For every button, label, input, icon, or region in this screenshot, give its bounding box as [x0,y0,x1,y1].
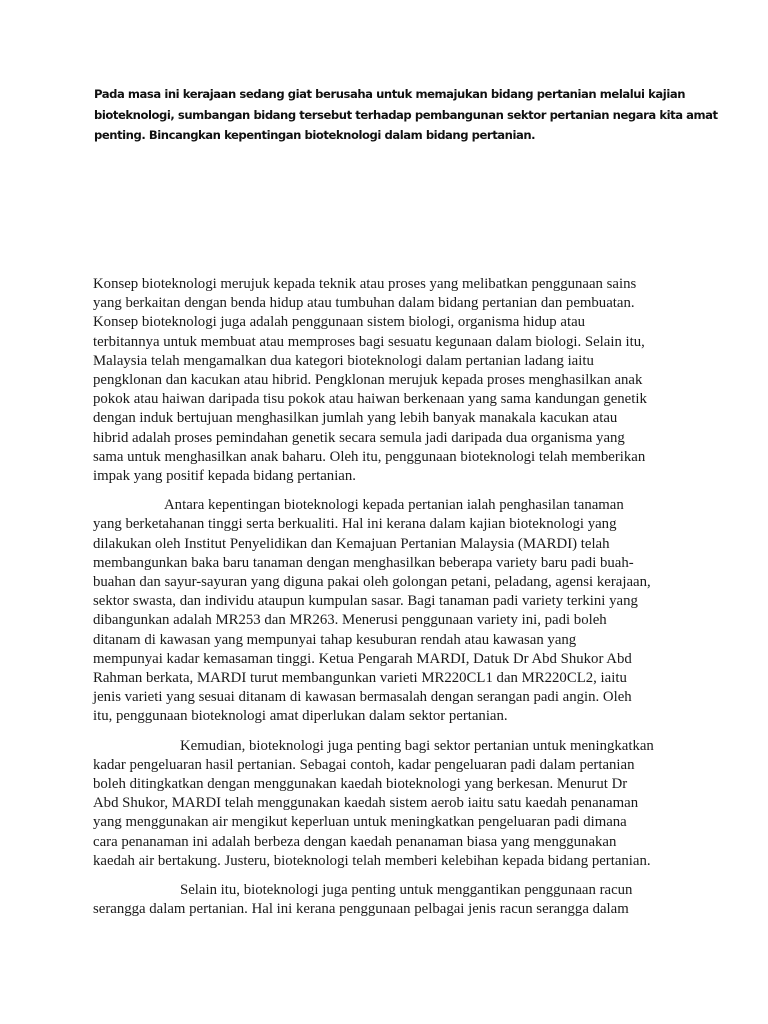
paragraph-3 [93,737,693,871]
text-line: Kemudian, bioteknologi juga penting bagi sektor pertanian untuk meningkatkan [180,737,654,754]
text-line: yang berkaitan dengan benda hidup atau tumbuhan dalam bidang pertanian dan pembuatan. [93,295,635,312]
text-line: jenis varieti yang sesuai ditanam di kawasan bermasalah dengan serangan padi angin. Oleh [93,689,632,706]
text-line: ditanam di kawasan yang mempunyai tahap kesuburan rendah atau kawasan yang [93,631,577,648]
text-line: Rahman berkata, MARDI turut membangunkan varieti MR220CL1 dan MR220CL2, iaitu [93,670,627,687]
text-line: Selain itu, bioteknologi juga penting untuk menggantikan penggunaan racun [180,882,633,899]
text-line: boleh ditingkatkan dengan menggunakan kaedah bioteknologi yang berkesan. Menurut Dr [93,776,628,793]
text-line: serangga dalam pertanian. Hal ini kerana penggunaan pelbagai jenis racun serangga dalam [93,901,629,918]
text-line: Malaysia telah mengamalkan dua kategori bioteknologi dalam pertanian ladang iaitu [93,352,594,369]
question-line: bioteknologi, sumbangan bidang tersebut terhadap pembangunan sektor pertanian negara kita amat [94,107,718,122]
text-line: hibrid adalah proses pemindahan genetik secara semula jadi daripada dua organisma yang [93,429,625,446]
text-line: yang menggunakan air mengikut keperluan untuk meningkatkan pengeluaran padi dimana [93,814,627,831]
text-line: kaedah air bertakung. Justeru, bioteknologi telah memberi kelebihan kepada bidang pertanian. [93,852,651,869]
text-line: dibangunkan adalah MR253 dan MR263. Menerusi penggunaan variety ini, padi boleh [93,612,607,629]
text-line: impak yang positif kepada bidang pertanian. [93,468,356,485]
text-line: itu, penggunaan bioteknologi amat diperlukan dalam sektor pertanian. [93,708,508,725]
text-line: Abd Shukor, MARDI telah menggunakan kaedah sistem aerob iaitu satu kaedah penanaman [93,795,639,812]
text-line: pengklonan dan kacukan atau hibrid. Pengklonan merujuk kepada proses menghasilkan anak [93,372,643,389]
text-line: sektor swasta, dan individu ataupun kumpulan sasar. Bagi tanaman padi variety terkini yang [93,593,638,610]
text-line: sama untuk menghasilkan anak baharu. Oleh itu, penggunaan bioteknologi telah memberikan [93,448,646,465]
text-line: dengan induk bertujuan menghasilkan jumlah yang lebih banyak manakala kacukan atau [93,410,618,427]
text-line: Antara kepentingan bioteknologi kepada pertanian ialah penghasilan tanaman [164,497,624,514]
essay-body [93,275,693,930]
question-line: penting. Bincangkan kepentingan bioteknologi dalam bidang pertanian. [94,128,536,142]
question-line: Pada masa ini kerajaan sedang giat berusaha untuk memajukan bidang pertanian melalui kajian [94,87,686,101]
paragraph-1 [93,275,693,486]
text-line: Konsep bioteknologi merujuk kepada teknik atau proses yang melibatkan penggunaan sains [93,276,637,292]
text-line: buahan dan sayur-sayuran yang diguna pakai oleh golongan petani, peladang, agensi kerajaan, [93,574,651,591]
text-line: yang berketahanan tinggi serta berkualiti. Hal ini kerana dalam kajian bioteknologi yang [93,516,617,533]
text-line: pokok atau haiwan daripada tisu pokok atau haiwan berkenaan yang sama kandungan genetik [93,391,647,408]
text-line: cara penanaman ini adalah berbeza dengan kaedah penanaman biasa yang menggunakan [93,833,617,850]
essay-question [94,84,718,146]
text-line: terbitannya untuk membuat atau memproses bagi sesuatu kegunaan dalam biologi. Selain itu, [93,333,645,350]
text-line: mempunyai kadar kemasaman tinggi. Ketua Pengarah MARDI, Datuk Dr Abd Shukor Abd [93,650,632,667]
text-line: dilakukan oleh Institut Penyelidikan dan Kemajuan Pertanian Malaysia (MARDI) telah [93,535,610,552]
text-line: kadar pengeluaran hasil pertanian. Sebagai contoh, kadar pengeluaran padi dalam pertanian [93,756,635,773]
text-line: membangunkan baka baru tanaman dengan menghasilkan beberapa variety baru padi buah- [93,554,634,571]
text-line: Konsep bioteknologi juga adalah penggunaan sistem biologi, organisma hidup atau [93,314,586,331]
paragraph-2 [93,496,693,726]
paragraph-4 [93,881,693,919]
